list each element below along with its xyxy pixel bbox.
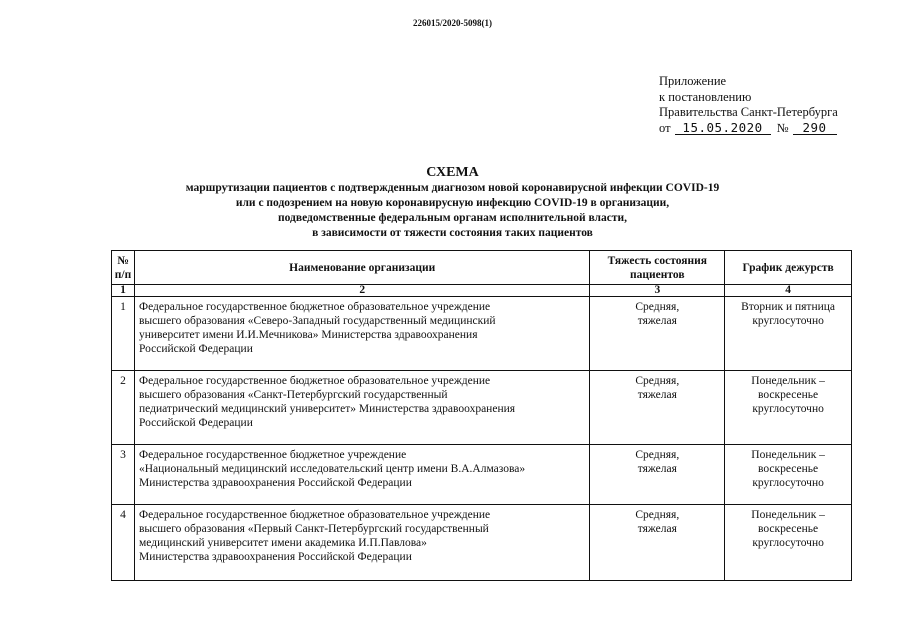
- appendix-line-2: к постановлению: [659, 89, 752, 104]
- column-number-row: [112, 285, 852, 297]
- document-id: 226015/2020-5098(1): [413, 18, 492, 28]
- table-header-row: [112, 251, 852, 285]
- header-num: № п/п: [112, 251, 135, 285]
- organization-name: Федеральное государственное бюджетное образовательное учреждение высшего образования «Первый Санкт-Петербургский государственный медицинский университет имени академика И.П.Павлова» Министерства здравоохранения Российской Федерации: [134, 505, 589, 581]
- appendix-date-row: [659, 121, 838, 137]
- appendix-line-1: Приложение: [659, 74, 727, 88]
- page-title: СХЕМА: [426, 165, 479, 180]
- resolution-date: 15.05.2020: [675, 121, 771, 135]
- subtitle-line-1: маршрутизации пациентов с подтвержденным диагнозом новой коронавирусной инфекции COVID-19: [185, 182, 720, 194]
- table-row: [112, 371, 852, 445]
- header-schedule: График дежурств: [725, 251, 852, 285]
- organization-name: Федеральное государственное бюджетное образовательное учреждение высшего образования «Санкт-Петербургский государственный педиатрический медицинский университет» Министерства здравоохранения Российской Федерации: [134, 371, 589, 445]
- duty-schedule: Понедельник – воскресенье круглосуточно: [725, 505, 852, 581]
- column-number: 1: [112, 285, 135, 297]
- title-block: [0, 165, 905, 241]
- row-number: 4: [112, 505, 135, 581]
- patient-severity: Средняя, тяжелая: [590, 371, 725, 445]
- row-number: 2: [112, 371, 135, 445]
- header-org: Наименование организации: [134, 251, 589, 285]
- subtitle-line-3: подведомственные федеральным органам исполнительной власти,: [278, 212, 627, 224]
- row-number: 1: [112, 297, 135, 371]
- duty-schedule: Понедельник – воскресенье круглосуточно: [725, 371, 852, 445]
- patient-severity: Средняя, тяжелая: [590, 297, 725, 371]
- table-row: [112, 445, 852, 505]
- resolution-number: 290: [793, 121, 837, 135]
- patient-severity: Средняя, тяжелая: [590, 445, 725, 505]
- number-label: №: [776, 120, 789, 135]
- duty-schedule: Понедельник – воскресенье круглосуточно: [725, 445, 852, 505]
- appendix-line-3: Правительства Санкт-Петербурга: [659, 105, 838, 119]
- routing-table: [111, 250, 852, 581]
- organization-name: Федеральное государственное бюджетное образовательное учреждение высшего образования «Северо-Западный государственный медицинский университет имени И.И.Мечникова» Министерства здравоохранения Российской Федерации: [134, 297, 589, 371]
- from-label: от: [659, 120, 671, 135]
- subtitle-line-2: или с подозрением на новую коронавирусную инфекцию COVID-19 в организации,: [235, 197, 670, 209]
- column-number: 4: [725, 285, 852, 297]
- appendix-block: [659, 74, 838, 136]
- header-severity: Тяжесть состояния пациентов: [590, 251, 725, 285]
- patient-severity: Средняя, тяжелая: [590, 505, 725, 581]
- subtitle-line-4: в зависимости от тяжести состояния таких пациентов: [312, 227, 593, 239]
- table-row: [112, 505, 852, 581]
- column-number: 2: [134, 285, 589, 297]
- organization-name: Федеральное государственное бюджетное учреждение «Национальный медицинский исследовательский центр имени В.А.Алмазова» Министерства здравоохранения Российской Федерации: [134, 445, 589, 505]
- column-number: 3: [590, 285, 725, 297]
- duty-schedule: Вторник и пятница круглосуточно: [725, 297, 852, 371]
- table-row: [112, 297, 852, 371]
- row-number: 3: [112, 445, 135, 505]
